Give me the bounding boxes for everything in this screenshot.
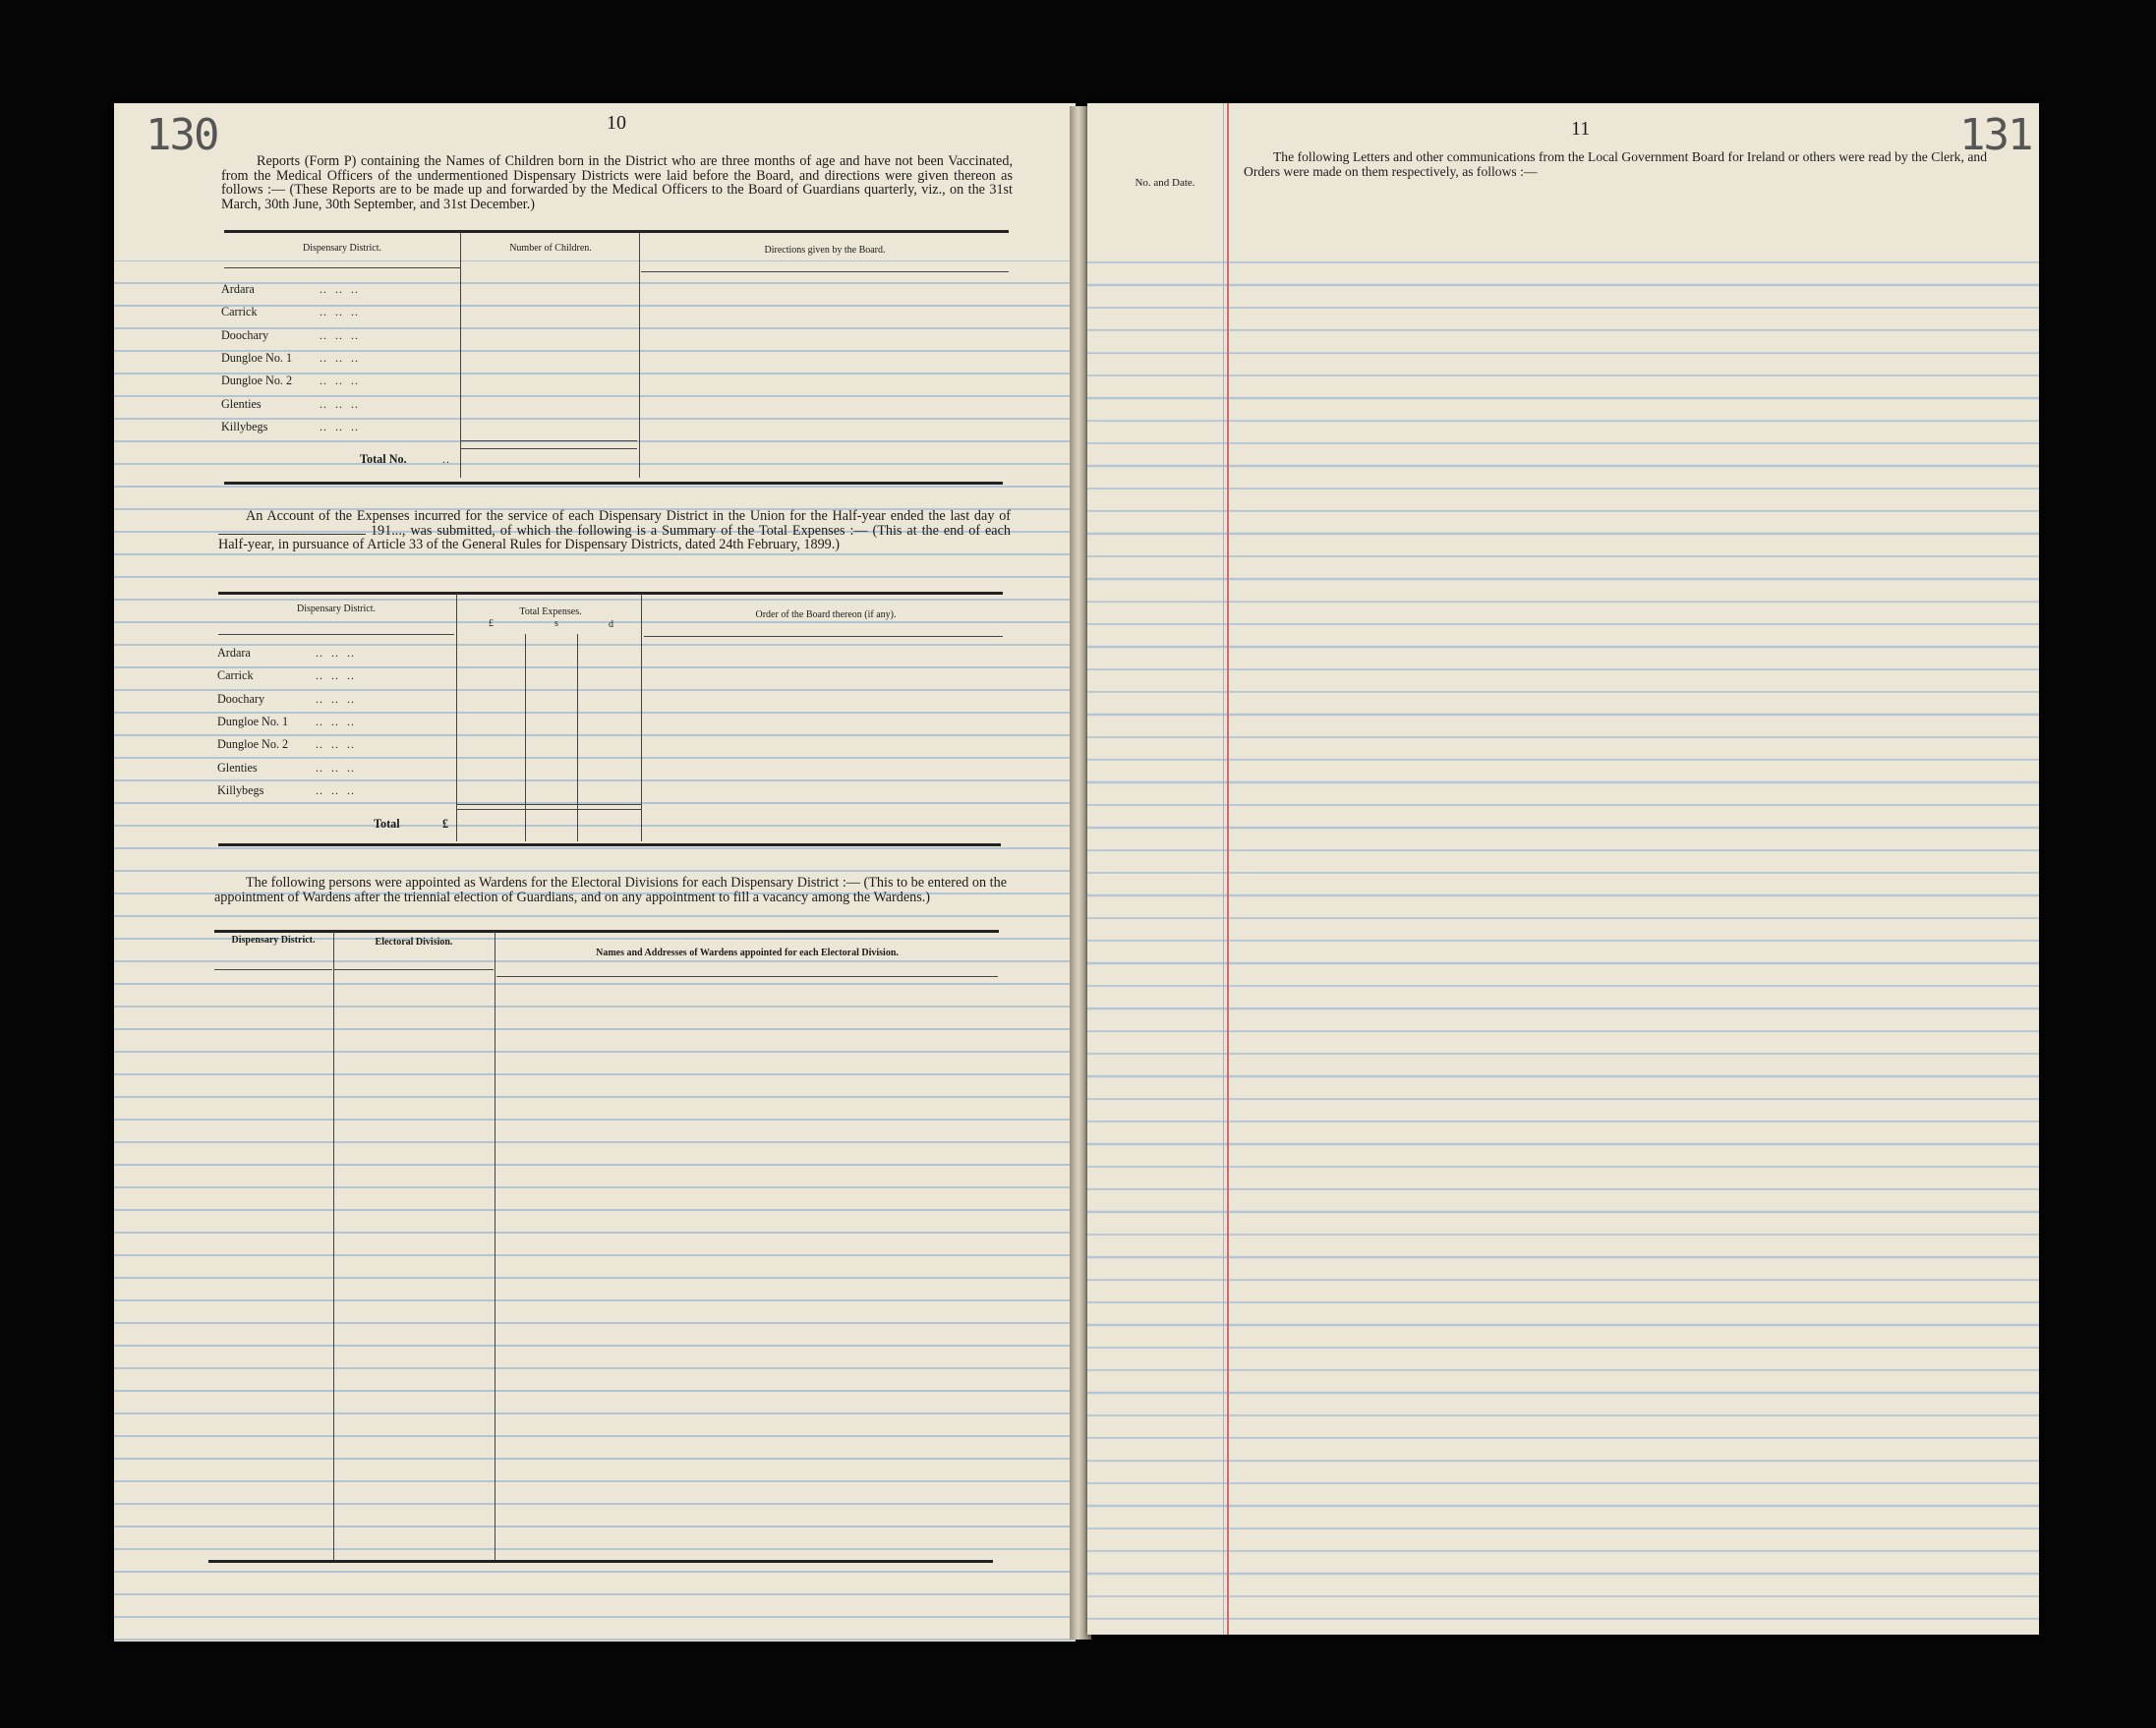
leader-dots: .. .. .. (320, 305, 359, 319)
col-header-wardens-names: Names and Addresses of Wardens appointed for each Electoral Division. (596, 948, 899, 958)
col-header-no-and-date: No. and Date. (1135, 177, 1195, 189)
expenses-intro-line1: An Account of the Expenses incurred for the service of each Dispensary District in the Union for the Half-year (246, 508, 886, 524)
total-row (374, 813, 448, 835)
leader-dots: .. .. .. (316, 668, 355, 683)
margin-rule-blue (1223, 103, 1224, 1635)
district-row (221, 416, 457, 438)
district-row (217, 711, 453, 733)
district-row (221, 301, 457, 323)
leader-dots: .. .. .. (316, 646, 355, 660)
district-name: Dungloe No. 2 (217, 737, 289, 752)
letters-communications-intro: The following Letters and other communications from the Local Government Board for Ireland or others were read by the Clerk, and Orders were made on them respectively, as follows :— (1244, 149, 1987, 179)
district-name: Glenties (217, 760, 258, 775)
expenses-intro-ended: ended the last day of (890, 508, 1012, 524)
col-header-district: Dispensary District. (303, 243, 381, 254)
district-name: Dungloe No. 1 (221, 350, 293, 365)
district-row (217, 733, 453, 756)
district-name: Glenties (221, 396, 262, 411)
district-row (221, 324, 457, 347)
leader-dots: .. .. .. (320, 282, 359, 296)
leader-dots: .. .. .. (316, 714, 355, 728)
leader-dots: .. (442, 452, 450, 466)
district-row (217, 757, 453, 779)
col-header-total-expenses: Total Expenses. (519, 606, 582, 617)
wardens-intro: The following persons were appointed as Wardens for the Electoral Divisions for each Dispensary District :— (This to be entered on the appointment of Wardens after the triennial election of Guardians, and on any appointment to fill a vacancy among the Wardens.) (214, 875, 1007, 905)
district-name: Doochary (217, 691, 265, 706)
col-header-order: Order of the Board thereon (if any). (755, 609, 897, 620)
district-name: Dungloe No. 2 (221, 374, 293, 388)
district-row (217, 779, 453, 802)
leader-dots: .. .. .. (316, 691, 355, 706)
leader-dots: .. .. .. (320, 350, 359, 365)
district-row (217, 688, 453, 711)
total-row (360, 448, 450, 471)
district-row (221, 393, 457, 416)
pound-sign: £ (442, 817, 449, 831)
district-row (221, 370, 457, 392)
expenses-intro-rest: 191..., was submitted, of which the following is a Summary of the Total Expenses :— (This at the end of each Half-year, in pursuance of Article 33 of the General Rules for Dispensary Districts, dated 24th February, 1899.) (218, 522, 1012, 552)
expenses-account-intro (218, 509, 1011, 552)
margin-rule-red (1227, 103, 1229, 1635)
district-name: Killybegs (221, 419, 268, 433)
total-label: Total (374, 817, 400, 831)
col-header-pence: d (609, 619, 613, 630)
district-name: Carrick (221, 305, 258, 319)
leader-dots: .. .. .. (316, 782, 355, 797)
district-name: Ardara (221, 282, 255, 296)
district-name: Ardara (217, 646, 251, 660)
leader-dots: .. .. .. (320, 419, 359, 433)
district-name: Killybegs (217, 782, 264, 797)
leader-dots: .. .. .. (320, 396, 359, 411)
page-number-left: 10 (607, 112, 626, 134)
col-header-district-2: Dispensary District. (297, 604, 376, 614)
col-header-children: Number of Children. (509, 243, 592, 254)
right-page (1087, 103, 2039, 1635)
district-name: Carrick (217, 668, 254, 683)
leader-dots: .. .. .. (316, 737, 355, 752)
district-row (217, 664, 453, 687)
district-name: Dungloe No. 1 (217, 714, 289, 728)
total-label: Total No. (360, 452, 407, 466)
leader-dots: .. .. .. (320, 374, 359, 388)
col-header-directions: Directions given by the Board. (764, 245, 886, 256)
col-header-electoral-division: Electoral Division. (375, 937, 453, 948)
folio-stamp-right: 131 (1959, 110, 2032, 160)
col-header-dispensary-district: Dispensary District. (231, 935, 316, 946)
folio-stamp-left: 130 (146, 110, 218, 160)
col-header-shillings: s (554, 618, 558, 629)
district-row (221, 278, 457, 301)
page-number-right: 11 (1571, 118, 1591, 140)
leader-dots: .. .. .. (316, 760, 355, 775)
vaccination-report-intro: Reports (Form P) containing the Names of Children born in the District who are three months of age and have not been Vaccinated, from the Medical Officers of the undermentioned Dispensary Districts were laid before the Board, and directions were given thereon as follows :— (These Reports are to be made up and forwarded by the Medical Officers to the Board of Guardians quarterly, viz., on the 31st March, 30th June, 30th September, and 31st December.) (221, 153, 1013, 212)
district-row (217, 642, 453, 664)
col-header-pounds: £ (489, 618, 494, 629)
district-name: Doochary (221, 327, 269, 342)
leader-dots: .. .. .. (320, 327, 359, 342)
district-row (221, 347, 457, 370)
